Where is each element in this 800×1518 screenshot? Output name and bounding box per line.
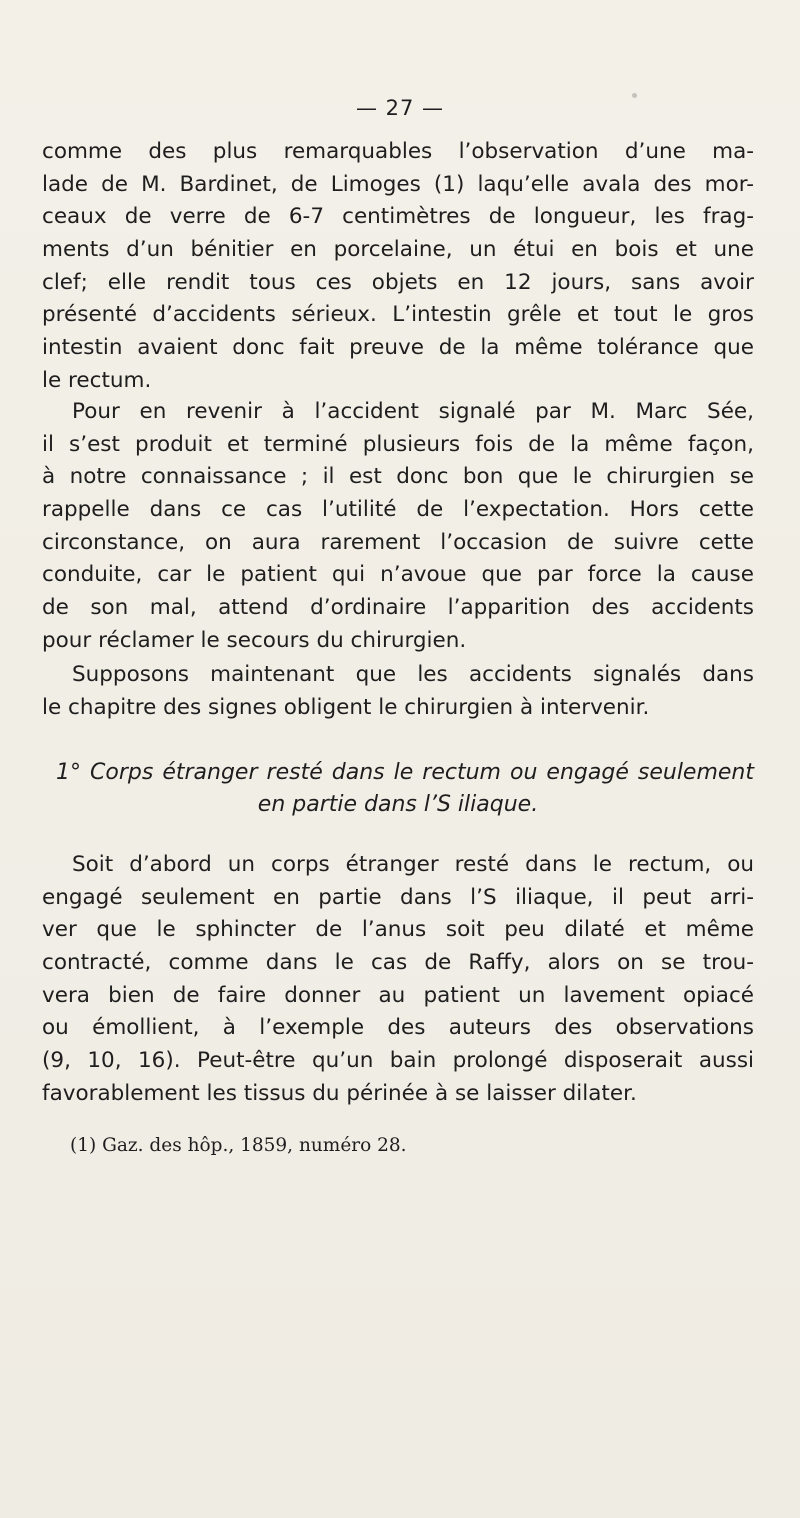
section-heading bbox=[42, 757, 754, 821]
paragraph-supposons bbox=[42, 659, 754, 724]
text-line: conduite, car le patient qui n’avoue que par force la cause bbox=[42, 562, 754, 588]
text-line: ver que le sphincter de l’anus soit peu dilaté et même bbox=[42, 917, 754, 943]
page-number: — 27 — bbox=[355, 96, 445, 120]
section-heading-line: en partie dans l’S iliaque. bbox=[257, 792, 539, 817]
paragraph-accident bbox=[42, 396, 754, 658]
text-line: présenté d’accidents sérieux. L’intestin grêle et tout le gros bbox=[42, 302, 754, 328]
text-line: Soit d’abord un corps étranger resté dans le rectum, ou bbox=[72, 852, 754, 877]
text-line: ments d’un bénitier en porcelaine, un étui en bois et une bbox=[42, 237, 754, 263]
text-line: Supposons maintenant que les accidents signalés dans bbox=[72, 662, 754, 687]
text-line: comme des plus remarquables l’observation d’une ma- bbox=[42, 139, 754, 164]
text-line: ou émollient, à l’exemple des auteurs des observations bbox=[42, 1015, 754, 1041]
text-line: clef; elle rendit tous ces objets en 12 jours, sans avoir bbox=[42, 269, 754, 295]
text-line: favorablement les tissus du périnée à se laisser dilater. bbox=[42, 1080, 637, 1106]
text-line: à notre connaissance ; il est donc bon que le chirurgien se bbox=[42, 464, 754, 490]
text-line: (9, 10, 16). Peut-être qu’un bain prolongé disposerait aussi bbox=[42, 1048, 754, 1074]
text-line: le rectum. bbox=[42, 367, 152, 393]
text-line: contracté, comme dans le cas de Raffy, alors on se trou- bbox=[42, 950, 754, 976]
text-line: ceaux de verre de 6-7 centimètres de longueur, les frag- bbox=[42, 204, 754, 230]
text-line: de son mal, attend d’ordinaire l’apparition des accidents bbox=[42, 595, 754, 621]
text-line: Pour en revenir à l’accident signalé par M. Marc Sée, bbox=[72, 399, 754, 424]
text-line: lade de M. Bardinet, de Limoges (1) laqu’elle avala des mor- bbox=[42, 171, 754, 197]
text-line: pour réclamer le secours du chirurgien. bbox=[42, 627, 467, 653]
text-line: circonstance, on aura rarement l’occasion de suivre cette bbox=[42, 529, 754, 555]
text-line: le chapitre des signes obligent le chirurgien à intervenir. bbox=[42, 694, 650, 720]
paragraph-corps-etranger bbox=[42, 849, 754, 1111]
text-line: vera bien de faire donner au patient un lavement opiacé bbox=[42, 982, 754, 1008]
paragraph-continuation bbox=[42, 136, 754, 398]
text-line: intestin avaient donc fait preuve de la même tolérance que bbox=[42, 335, 754, 361]
footnote: (1) Gaz. des hôp., 1859, numéro 28. bbox=[70, 1135, 407, 1156]
text-line: rappelle dans ce cas l’utilité de l’expectation. Hors cette bbox=[42, 497, 754, 523]
section-heading-line: 1° Corps étranger resté dans le rectum ou engagé seulement bbox=[56, 760, 754, 785]
text-line: il s’est produit et terminé plusieurs fois de la même façon, bbox=[42, 431, 754, 457]
text-line: engagé seulement en partie dans l’S iliaque, il peut arri- bbox=[42, 884, 754, 910]
